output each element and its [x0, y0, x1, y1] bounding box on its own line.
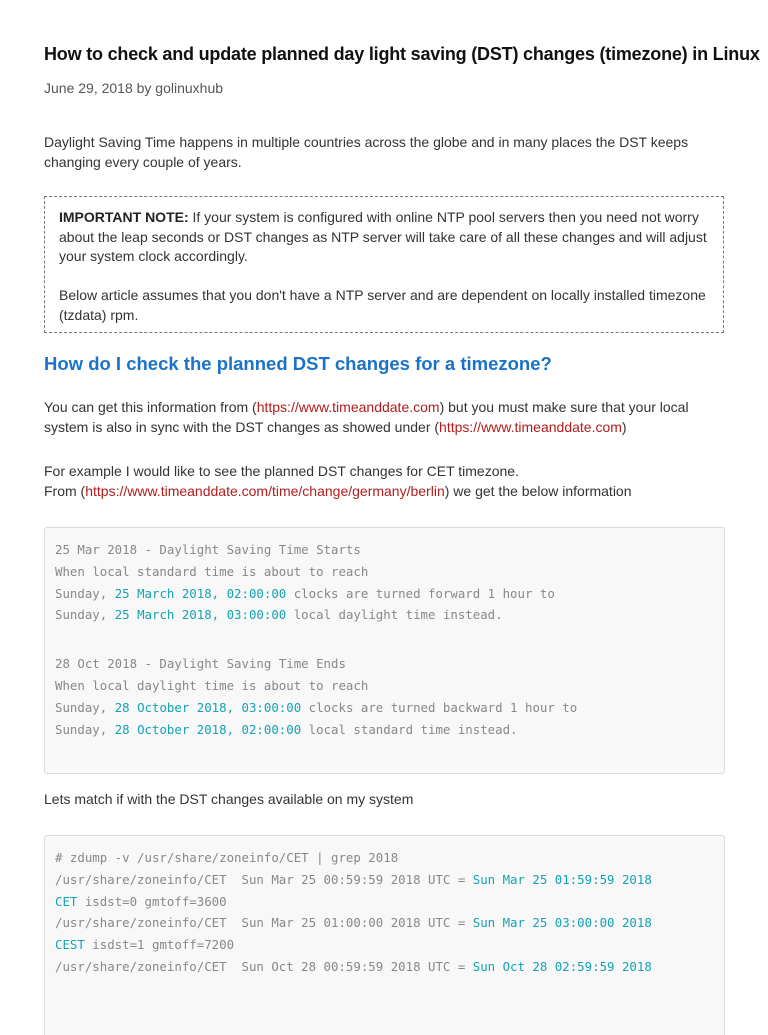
important-note-text: If your system is configured with online NTP pool servers then you need not worry about the leap seconds or DST changes as NTP server will take care of all these changes and will adjust your system clock accordingly.	[59, 209, 707, 264]
zdump-code-block	[44, 835, 725, 1035]
code-line: # zdump -v /usr/share/zoneinfo/CET | grep 2018	[55, 850, 399, 865]
source-text-end: )	[621, 418, 627, 435]
code-line: CEST isdst=1 gmtoff=7200	[55, 937, 235, 953]
source-paragraph	[44, 398, 724, 437]
assumption-paragraph: Below article assumes that you don't have a NTP server and are dependent on locally installed timezone (tzdata) rpm.	[59, 287, 706, 323]
example-text: For example I would like to see the planned DST changes for CET timezone.	[44, 463, 519, 479]
code-line: /usr/share/zoneinfo/CET Sun Mar 25 00:59:59 2018 UTC = Sun Mar 25 01:59:59 2018	[55, 871, 652, 887]
important-note-label: IMPORTANT NOTE:	[59, 209, 189, 225]
code-line: When local standard time is about to reach	[55, 563, 369, 579]
from-text: From (	[44, 482, 86, 499]
code-line: Sunday, 25 March 2018, 02:00:00 clocks are turned forward 1 hour to	[55, 585, 555, 601]
code-line: 25 Mar 2018 - Daylight Saving Time Starts	[55, 542, 361, 557]
code-line: Sunday, 28 October 2018, 02:00:00 local standard time instead.	[55, 721, 518, 737]
section-heading: How do I check the planned DST changes for a timezone?	[44, 353, 552, 374]
important-note-box	[44, 196, 724, 333]
article-meta: June 29, 2018 by golinuxhub	[44, 80, 224, 96]
code-line: /usr/share/zoneinfo/CET Sun Mar 25 01:00:00 2018 UTC = Sun Mar 25 03:00:00 2018	[55, 915, 652, 931]
important-note-paragraph	[59, 208, 709, 267]
code-line: /usr/share/zoneinfo/CET Sun Oct 28 00:59:59 2018 UTC = Sun Oct 28 02:59:59 2018	[55, 958, 652, 974]
source-text-continued: ) but you must make sure that your local system is also in sync with the DST changes as showed under (	[44, 399, 689, 435]
intro-paragraph: Daylight Saving Time happens in multiple countries across the globe and in many places the DST keeps changing every couple of years.	[44, 134, 689, 170]
berlin-dst-link[interactable]: https://www.timeanddate.com/time/change/germany/berlin	[85, 482, 445, 499]
timeanddate-link[interactable]: https://www.timeanddate.com	[256, 399, 440, 415]
timeanddate-link-2[interactable]: https://www.timeanddate.com	[439, 418, 622, 435]
from-text-tail: ) we get the below information	[444, 482, 632, 499]
source-text: You can get this information from (	[44, 399, 257, 415]
code-line: CET isdst=0 gmtoff=3600	[55, 893, 227, 909]
dst-info-code-block	[44, 527, 725, 774]
match-paragraph: Lets match if with the DST changes available on my system	[44, 791, 414, 807]
code-line: Sunday, 28 October 2018, 03:00:00 clocks are turned backward 1 hour to	[55, 699, 578, 715]
code-line: Sunday, 25 March 2018, 03:00:00 local daylight time instead.	[55, 607, 503, 623]
article-title: How to check and update planned day light saving (DST) changes (timezone) in Linux	[44, 44, 760, 64]
example-paragraph	[44, 462, 724, 501]
code-line: 28 Oct 2018 - Daylight Saving Time Ends	[55, 656, 346, 672]
code-line: When local daylight time is about to reach	[55, 677, 369, 693]
